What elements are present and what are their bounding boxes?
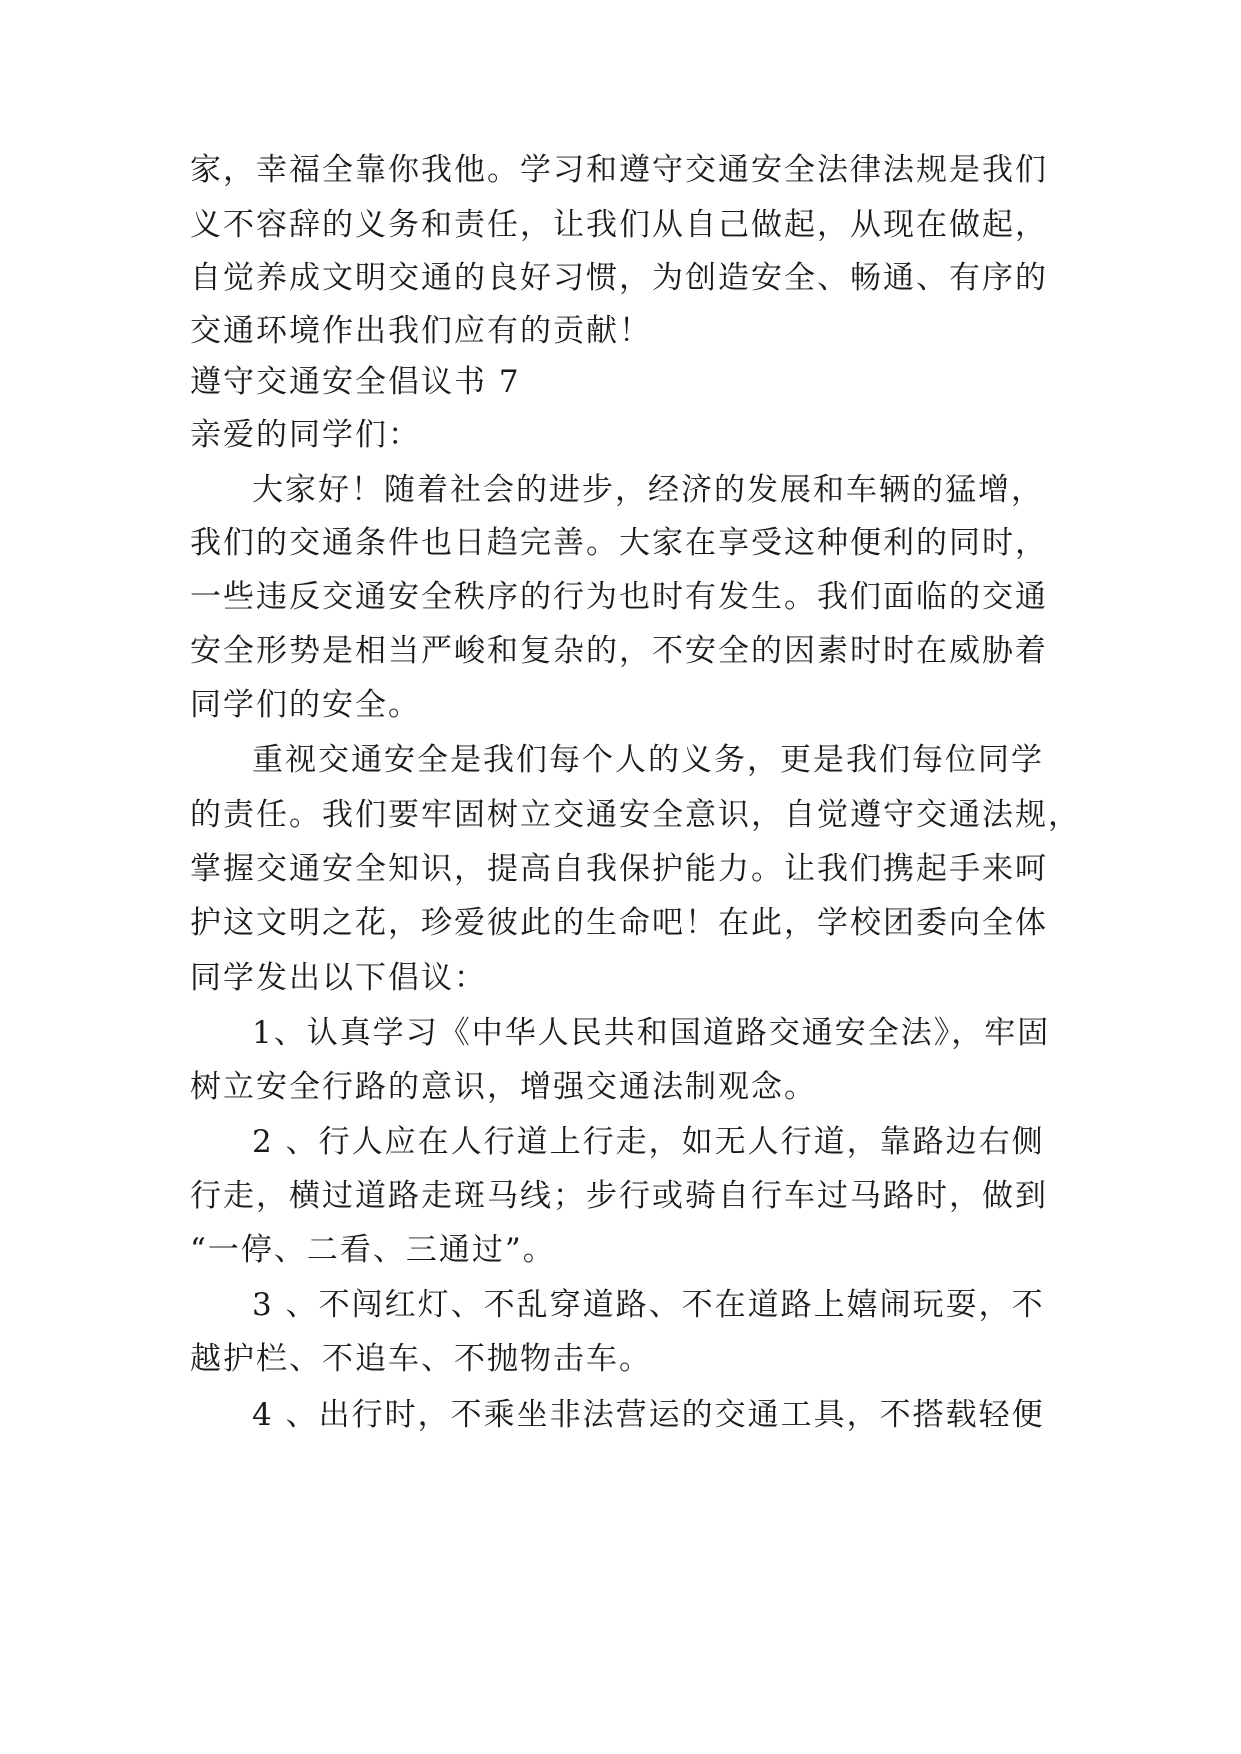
text-line: 义不容辞的义务和责任，让我们从自己做起，从现在做起， — [190, 207, 1048, 243]
text-line: 护这文明之花，珍爱彼此的生命吧！在此，学校团委向全体 — [190, 905, 1048, 941]
list-item: 4 、出行时，不乘坐非法营运的交通工具，不搭载轻便 — [252, 1397, 1045, 1433]
text-line: 越护栏、不追车、不抛物击车。 — [190, 1341, 652, 1377]
text-line: 重视交通安全是我们每个人的义务，更是我们每位同学 — [252, 742, 1044, 778]
text-line: 掌握交通安全知识，提高自我保护能力。让我们携起手来呵 — [190, 851, 1048, 887]
text-line: “一停、二看、三通过”。 — [190, 1232, 556, 1268]
text-line: 行走，横过道路走斑马线；步行或骑自行车过马路时，做到 — [190, 1178, 1048, 1214]
text-line: 树立安全行路的意识，增强交通法制观念。 — [190, 1069, 817, 1105]
text-line: 同学们的安全。 — [190, 687, 421, 723]
list-item: 3 、不闯红灯、不乱穿道路、不在道路上嬉闹玩耍，不 — [252, 1287, 1045, 1323]
section-heading: 遵守交通安全倡议书 7 — [190, 364, 521, 400]
text-line: 大家好！随着社会的进步，经济的发展和车辆的猛增， — [252, 472, 1044, 508]
text-line: 我们的交通条件也日趋完善。大家在享受这种便利的同时， — [190, 525, 1048, 561]
list-item: 2 、行人应在人行道上行走，如无人行道，靠路边右侧 — [252, 1124, 1045, 1160]
text-line: 自觉养成文明交通的良好习惯，为创造安全、畅通、有序的 — [190, 260, 1048, 296]
text-line: 家，幸福全靠你我他。学习和遵守交通安全法律法规是我们 — [190, 152, 1048, 188]
salutation: 亲爱的同学们： — [190, 417, 421, 453]
text-line: 的责任。我们要牢固树立交通安全意识，自觉遵守交通法规， — [190, 797, 1081, 833]
text-line: 一些违反交通安全秩序的行为也时有发生。我们面临的交通 — [190, 579, 1048, 615]
text-line: 交通环境作出我们应有的贡献！ — [190, 313, 652, 349]
text-line: 同学发出以下倡议： — [190, 960, 487, 996]
list-item: 1、认真学习《中华人民共和国道路交通安全法》，牢固 — [252, 1015, 1051, 1051]
text-line: 安全形势是相当严峻和复杂的，不安全的因素时时在威胁着 — [190, 633, 1048, 669]
